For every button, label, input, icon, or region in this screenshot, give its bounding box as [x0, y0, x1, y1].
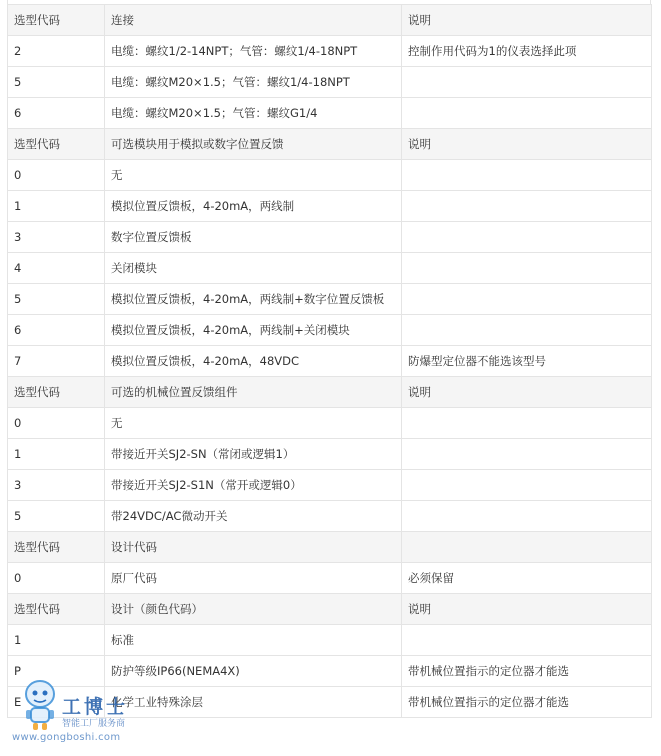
cell-code: 3 [8, 470, 105, 501]
cell-code: 1 [8, 625, 105, 656]
cell-description: 模拟位置反馈板，4-20mA，两线制+数字位置反馈板 [105, 284, 402, 315]
table-row [8, 470, 652, 501]
cell-note [402, 253, 652, 284]
cell-description: 带接近开关SJ2-SN（常闭或逻辑1） [105, 439, 402, 470]
watermark-url: www.gongboshi.com [12, 732, 121, 743]
cell-description: 带24VDC/AC微动开关 [105, 501, 402, 532]
table-row [8, 625, 652, 656]
cell-note [402, 160, 652, 191]
cell-code: P [8, 656, 105, 687]
cell-note [402, 67, 652, 98]
table-row [8, 501, 652, 532]
cell-description: 化学工业特殊涂层 [105, 687, 402, 718]
cell-code: 选型代码 [8, 532, 105, 563]
cell-code: 1 [8, 191, 105, 222]
table-row [8, 656, 652, 687]
cell-note [402, 191, 652, 222]
table-header-row [8, 129, 652, 160]
table-row [8, 284, 652, 315]
table-row [8, 36, 652, 67]
cell-description: 数字位置反馈板 [105, 222, 402, 253]
cell-note: 说明 [402, 377, 652, 408]
cell-description: 防护等级IP66(NEMA4X) [105, 656, 402, 687]
table-header-row [8, 532, 652, 563]
cell-code: 选型代码 [8, 5, 105, 36]
cell-code: 5 [8, 284, 105, 315]
cell-description: 电缆：螺纹M20×1.5；气管：螺纹1/4-18NPT [105, 67, 402, 98]
cell-note [402, 222, 652, 253]
cell-description: 原厂代码 [105, 563, 402, 594]
cell-note: 说明 [402, 594, 652, 625]
table-row [8, 346, 652, 377]
cell-note: 说明 [402, 5, 652, 36]
cell-code: 选型代码 [8, 594, 105, 625]
table-row [8, 253, 652, 284]
cell-code: 选型代码 [8, 377, 105, 408]
table-row [8, 439, 652, 470]
cell-note [402, 439, 652, 470]
cell-code: 6 [8, 315, 105, 346]
cell-code: 0 [8, 563, 105, 594]
cell-code: 选型代码 [8, 129, 105, 160]
table-row [8, 687, 652, 718]
cell-note [402, 470, 652, 501]
cell-code: 3 [8, 222, 105, 253]
cell-code: 5 [8, 67, 105, 98]
table-row [8, 98, 652, 129]
cell-note [402, 501, 652, 532]
cell-code: 2 [8, 36, 105, 67]
cell-description: 模拟位置反馈板，4-20mA，48VDC [105, 346, 402, 377]
cell-description: 带接近开关SJ2-S1N（常开或逻辑0） [105, 470, 402, 501]
cell-description: 电缆：螺纹1/2-14NPT；气管：螺纹1/4-18NPT [105, 36, 402, 67]
table-row [8, 563, 652, 594]
cell-description: 无 [105, 408, 402, 439]
watermark-tagline: 智能工厂服务商 [62, 719, 126, 729]
cell-description: 关闭模块 [105, 253, 402, 284]
cell-description: 标准 [105, 625, 402, 656]
spec-table-body [8, 5, 652, 718]
table-row [8, 408, 652, 439]
table-row [8, 222, 652, 253]
cell-note [402, 408, 652, 439]
cell-code: 0 [8, 160, 105, 191]
cell-description: 模拟位置反馈板，4-20mA，两线制+关闭模块 [105, 315, 402, 346]
cell-note: 防爆型定位器不能选该型号 [402, 346, 652, 377]
table-row [8, 67, 652, 98]
cell-note [402, 315, 652, 346]
table-row [8, 191, 652, 222]
cell-description: 可选模块用于模拟或数字位置反馈 [105, 129, 402, 160]
cell-code: E [8, 687, 105, 718]
spec-table [7, 4, 652, 718]
cell-note [402, 625, 652, 656]
cell-code: 1 [8, 439, 105, 470]
cell-note: 带机械位置指示的定位器才能选 [402, 687, 652, 718]
cell-description: 设计（颜色代码） [105, 594, 402, 625]
cell-note: 必须保留 [402, 563, 652, 594]
watermark-brand: 工博士 [62, 696, 129, 718]
table-header-row [8, 594, 652, 625]
cell-note [402, 532, 652, 563]
cell-code: 6 [8, 98, 105, 129]
cell-description: 连接 [105, 5, 402, 36]
cell-note [402, 284, 652, 315]
cell-description: 电缆：螺纹M20×1.5；气管：螺纹G1/4 [105, 98, 402, 129]
cell-code: 0 [8, 408, 105, 439]
cell-description: 可选的机械位置反馈组件 [105, 377, 402, 408]
cell-description: 模拟位置反馈板，4-20mA，两线制 [105, 191, 402, 222]
cell-note [402, 98, 652, 129]
cell-note: 控制作用代码为1的仪表选择此项 [402, 36, 652, 67]
table-row [8, 315, 652, 346]
cell-code: 7 [8, 346, 105, 377]
cell-description: 无 [105, 160, 402, 191]
table-header-row [8, 5, 652, 36]
cell-code: 5 [8, 501, 105, 532]
cell-note: 说明 [402, 129, 652, 160]
cell-code: 4 [8, 253, 105, 284]
cell-description: 设计代码 [105, 532, 402, 563]
table-header-row [8, 377, 652, 408]
cell-note: 带机械位置指示的定位器才能选 [402, 656, 652, 687]
table-row [8, 160, 652, 191]
